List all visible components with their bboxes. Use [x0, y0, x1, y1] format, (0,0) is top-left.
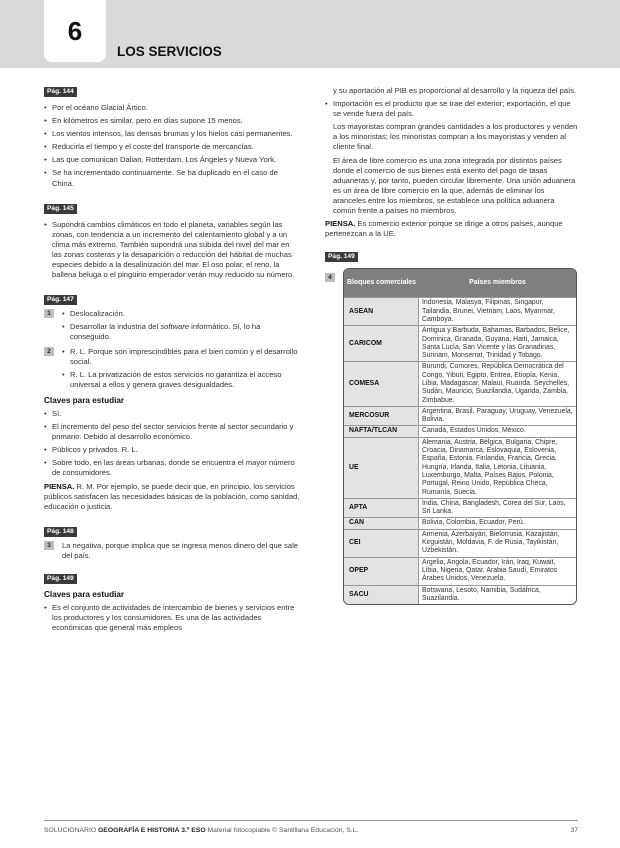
footer-prefix: SOLUCIONARIO	[44, 827, 99, 834]
activity-number: 1	[44, 309, 54, 318]
bloc-name: SACU	[344, 585, 419, 605]
table-row	[344, 425, 576, 436]
page-tag: Pág. 144	[44, 87, 77, 97]
list-item: • Por el océano Glacial Ártico.	[44, 103, 300, 113]
list-item: • Es el conjunto de actividades de intercambio de bienes y servicios entre los productores y los consumidores. Es una de las actividades económicas que general más empleos	[44, 603, 300, 633]
table-row	[344, 437, 576, 498]
left-column	[44, 86, 300, 647]
bloc-members: India, China, Bangladesh, Corea del Sur, Laos, Sri Lanka.	[419, 498, 576, 518]
list-item: • R. L. Porque son imprescindibles para el bien común y el desarrollo social.	[62, 347, 300, 367]
page-footer	[44, 820, 578, 834]
answer-list	[62, 309, 300, 342]
text-run: Desarrollar la industria del	[70, 322, 161, 332]
page-tag: Pág. 145	[44, 204, 77, 214]
piensa-text: Es comercio exterior porque se dirige a otros países, aunque pertenezcan a la UE.	[325, 219, 563, 239]
bloc-members: Canadá, Estados Unidos, México.	[419, 425, 576, 436]
bloc-name: CEI	[344, 529, 419, 557]
claves-list	[44, 603, 300, 633]
activity-number: 2	[44, 347, 54, 356]
footer-copyright: Material fotocopiable © Santillana Educación, S.L.	[205, 827, 359, 834]
continued-text: y su aportación al PIB es proporcional al desarrollo y la riqueza del país.	[333, 86, 577, 95]
column-header: Países miembros	[419, 269, 576, 297]
list-item: • Supondrá cambios climáticos en todo el planeta, variables según las zonas, con tendencia a un incremento del calentamiento global y a un clima más extremo. También supondrá una subida del nivel del mar en las zonas costeras y la desaparición o reducción del hábitat de muchas especies debido a la desalinización del mar. El oso polar, el reno, la ballena beluga o el pingüino emperador verán muy reducido su número.	[44, 220, 300, 281]
list-item: • Las que comunican Dalian, Rotterdam, Los Ángeles y Nueva York.	[44, 155, 300, 165]
bloc-members: Bolivia, Colombia, Ecuador, Perú.	[419, 517, 576, 528]
activity-3	[44, 541, 300, 561]
list-item: • Sí.	[44, 409, 300, 419]
bloc-name: CAN	[344, 517, 419, 528]
piensa-text: R. M. Por ejemplo, se puede decir que, en principio, los servicios públicos satisfacen las necesidades básicas de la población, como sanidad, educación o justicia.	[44, 481, 300, 511]
table-row	[344, 406, 576, 426]
list-item: • El incremento del peso del sector servicios frente al sector secundario y primario. Debido al desarrollo económico.	[44, 422, 300, 442]
footer-subject: GEOGRAFÍA E HISTORIA 3.º ESO	[98, 827, 206, 834]
page-number: 37	[570, 827, 578, 834]
paragraph: El área de libre comercio es una zona integrada por distintos países donde el comercio de sus bienes está exento del pago de tasas aduaneras y, por tanto, pueden circular libremente. Una unión aduanera es un área de libre comercio en la que, además de eliminar los aranceles entre los miembros, se establece una política aduanera común frente a países no miembros.	[333, 155, 576, 216]
table-row	[344, 529, 576, 557]
activity-number: 3	[44, 541, 54, 550]
bloc-name: MERCOSUR	[344, 406, 419, 426]
bloc-name: CARICOM	[344, 325, 419, 361]
activity-1	[44, 309, 300, 342]
list-item: • R. L. La privatización de estos servicios no garantiza el acceso universal a ellos y genera graves desigualdades.	[62, 370, 300, 390]
table-row	[344, 361, 576, 405]
activity-number: 4	[325, 273, 335, 282]
answer-list	[44, 220, 300, 281]
page-tag: Pág. 148	[44, 527, 77, 537]
section-pag-145	[44, 203, 300, 281]
list-item: • Públicos y privados. R. L.	[44, 445, 300, 455]
bloc-name: APTA	[344, 498, 419, 518]
bloc-name: OPEP	[344, 557, 419, 585]
list-item: • Sobre todo, en las áreas urbanas, donde se encuentra el mayor número de consumidores.	[44, 458, 300, 478]
section-pag-149-right	[325, 251, 579, 605]
list-item: • Reducirla el tiempo y el coste del transporte de mercancías.	[44, 142, 300, 152]
claves-heading: Claves para estudiar	[44, 395, 125, 405]
list-item	[62, 322, 300, 342]
page-tag: Pág. 149	[44, 574, 77, 584]
section-pag-144	[44, 86, 300, 189]
list-item: • Importación es el producto que se trae del exterior; exportación, el que se vende fuera del país.	[325, 99, 579, 119]
table-row	[344, 557, 576, 585]
table-row	[344, 517, 576, 528]
bloc-members: Burundi, Comores, República Democrática del Congo, Yibuti, Egipto, Eritrea, Etiopía, Kenia, Libia, Madagascar, Malaui, Ruanda, Seychelles, Sudán, Mauricio, Suazilandia, Uganda, Zambia, Zimbabue.	[419, 361, 576, 405]
table-row	[344, 585, 576, 605]
bloc-members: Argentina, Brasil, Paraguay, Uruguay, Venezuela, Bolivia.	[419, 406, 576, 426]
right-column	[325, 86, 579, 605]
list-item: • Se ha incrementado continuamente. Se ha duplicado en el caso de China.	[44, 168, 300, 188]
answer-list	[44, 103, 300, 189]
text-italic: software	[160, 322, 190, 332]
table-header-row	[344, 269, 576, 297]
section-pag-147	[44, 294, 300, 512]
chapter-number: 6	[44, 0, 106, 62]
claves-heading: Claves para estudiar	[44, 590, 125, 599]
bloc-members: Argelia, Angola, Ecuador, Irán, Iraq, Kuwait, Libia, Nigeria, Qatar, Arabia Saudí, Emiratos Árabes Unidos, Venezuela.	[419, 557, 576, 585]
column-header: Bloques comerciales	[344, 269, 419, 297]
bloc-members: Antigua y Barbuda, Bahamas, Barbados, Belice, Dominica, Granada, Guyana, Haití, Jamaica, Santa Lucía, San Vicente y las Granadinas, Surinam, Monserrat, Trinidad y Tobago.	[419, 325, 576, 361]
trade-blocs-table	[343, 268, 577, 605]
section-pag-148	[44, 526, 300, 561]
answer-list	[62, 347, 300, 390]
section-pag-149-left	[44, 573, 300, 633]
piensa-label: PIENSA.	[325, 219, 356, 229]
table-row	[344, 325, 576, 361]
bloc-name: ASEAN	[344, 297, 419, 325]
bloc-name: COMESA	[344, 361, 419, 405]
bloc-name: UE	[344, 437, 419, 498]
list-item: • En kilómetros es similar, pero en días supone 15 menos.	[44, 116, 300, 126]
answer-list	[325, 99, 579, 119]
activity-2	[44, 347, 300, 390]
answer-text: La negativa, porque implica que se ingresa menos dinero del que sale del país.	[62, 540, 298, 560]
piensa-label: PIENSA.	[44, 481, 75, 491]
list-item: • Los vientos intensos, las densas brumas y los hielos casi permanentes.	[44, 129, 300, 139]
text-run: informático. Sí, lo ha conseguido.	[70, 322, 261, 342]
paragraph: Los mayoristas compran grandes cantidades a los productores y venden a los minoristas; los minoristas compran a los mayoristas y venden al cliente final.	[333, 122, 578, 152]
list-item: • Deslocalización.	[62, 309, 300, 319]
page-tag: Pág. 149	[325, 252, 358, 262]
claves-list	[44, 409, 300, 479]
bloc-name: NAFTA/TLCAN	[344, 425, 419, 436]
table-row	[344, 297, 576, 325]
bloc-members: Alemania, Austria, Bélgica, Bulgaria, Chipre, Croacia, Dinamarca, Eslovaquia, Eslovenia, España, Estonia, Finlandia, Francia, Grecia, Hungría, Irlanda, Italia, Letonia, Lituania, Luxemburgo, Malta, Países Bajos, Polonia, Portugal, Reino Unido, República Checa, Rumanía, Suecia.	[419, 437, 576, 498]
activity-4	[325, 268, 579, 605]
bloc-members: Armenia, Azerbaiyán, Bielorrusia, Kazajistán, Kirguistán, Moldavia, F. de Rusia, Tayikistán, Uzbekistán.	[419, 529, 576, 557]
page-tag: Pág. 147	[44, 295, 77, 305]
piensa-paragraph	[44, 482, 300, 512]
chapter-title: LOS SERVICIOS	[117, 44, 222, 59]
bloc-members: Botswana, Lesoto, Namibia, Sudáfrica, Suazilandia.	[419, 585, 576, 605]
table-row	[344, 498, 576, 518]
piensa-paragraph	[325, 219, 579, 239]
bloc-members: Indonesia, Malasya, Filipinas, Singapur, Tailandia, Brunei, Vietnam, Laos, Myanmar, Camboya.	[419, 297, 576, 325]
